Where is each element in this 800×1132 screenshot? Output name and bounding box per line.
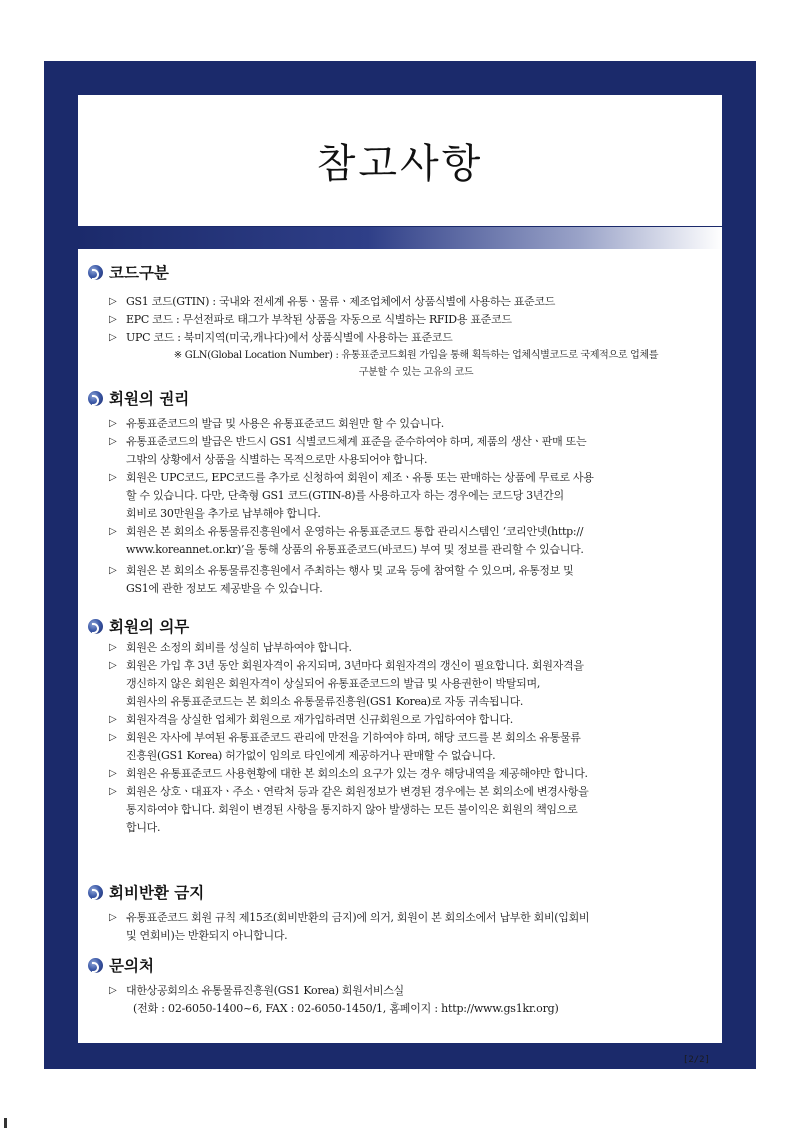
item-text: 대한상공회의소 유통물류진흥원(GS1 Korea) 회원서비스실 xyxy=(126,984,404,997)
list-item xyxy=(86,293,716,311)
item-text: GS1 코드(GTIN) : 국내와 전세계 유통ㆍ물류ㆍ제조업체에서 상품식별에 사용하는 표준코드 xyxy=(126,295,556,308)
item-text: 회원은 본 회의소 유통물류진흥원에서 운영하는 유통표준코드 통합 관리시스템인 ‘코리안넷(http:// xyxy=(126,525,584,538)
list-item xyxy=(86,329,716,347)
item-text: 회비로 30만원을 추가로 납부해야 합니다. xyxy=(126,507,321,520)
circle-arrow-icon xyxy=(88,265,103,280)
triangle-right-icon: ▷ xyxy=(109,660,117,671)
triangle-right-icon: ▷ xyxy=(109,985,117,996)
triangle-right-icon: ▷ xyxy=(109,768,117,779)
triangle-right-icon: ▷ xyxy=(109,418,117,429)
circle-arrow-icon xyxy=(88,958,103,973)
item-text: 회원은 상호ㆍ대표자ㆍ주소ㆍ연락처 등과 같은 회원정보가 변경된 경우에는 본 회의소에 변경사항을 xyxy=(126,785,589,798)
triangle-right-icon: ▷ xyxy=(109,314,117,325)
gln-note xyxy=(136,347,696,381)
item-text: 진흥원(GS1 Korea) 허가없이 임의로 타인에게 제공하거나 판매할 수 없습니다. xyxy=(126,749,496,762)
content-box xyxy=(78,227,722,1065)
section-heading-text: 코드구분 xyxy=(109,264,169,282)
triangle-right-icon: ▷ xyxy=(109,732,117,743)
section-heading-text: 회비반환 금지 xyxy=(109,884,205,902)
list-item xyxy=(86,415,716,433)
item-text: 회원은 가입 후 3년 동안 회원자격이 유지되며, 3년마다 회원자격의 갱신이 필요합니다. 회원자격을 xyxy=(126,659,584,672)
title-box xyxy=(78,95,722,226)
section-heading xyxy=(88,387,716,409)
item-list xyxy=(86,639,716,837)
item-text: 회원은 자사에 부여된 유통표준코드 관리에 만전을 기하여야 하며, 해당 코드를 본 회의소 유통물류 xyxy=(126,731,581,744)
triangle-right-icon: ▷ xyxy=(109,642,117,653)
page-frame xyxy=(44,61,756,1069)
list-item xyxy=(86,711,716,729)
corner-mark xyxy=(4,1118,7,1128)
note-line: 구분할 수 있는 고유의 코드 xyxy=(358,367,474,378)
page-title: 참고사항 xyxy=(316,141,484,187)
list-item xyxy=(86,765,716,783)
item-text: 회원은 소정의 회비를 성실히 납부하여야 합니다. xyxy=(126,641,352,654)
triangle-right-icon: ▷ xyxy=(109,714,117,725)
list-item xyxy=(86,523,716,559)
section-heading-text: 회원의 의무 xyxy=(109,618,190,636)
triangle-right-icon: ▷ xyxy=(109,436,117,447)
item-text: 유통표준코드 회원 규칙 제15조(회비반환의 금지)에 의거, 회원이 본 회의소에서 납부한 회비(입회비 xyxy=(126,911,590,924)
list-item xyxy=(86,729,716,765)
triangle-right-icon: ▷ xyxy=(109,786,117,797)
section-heading xyxy=(88,261,716,283)
section-code-types xyxy=(86,261,716,381)
section-heading xyxy=(88,954,716,976)
header-gradient-bar xyxy=(78,227,722,249)
triangle-right-icon: ▷ xyxy=(109,332,117,343)
item-text: 회원은 본 회의소 유통물류진흥원에서 주최하는 행사 및 교육 등에 참여할 수 있으며, 유통정보 및 xyxy=(126,564,574,577)
item-text: EPC 코드 : 무선전파로 태그가 부착된 상품을 자동으로 식별하는 RFID용 표준코드 xyxy=(126,313,512,326)
list-item xyxy=(86,469,716,523)
section-heading-text: 문의처 xyxy=(109,957,154,975)
item-list xyxy=(86,415,716,598)
item-text: 회원자격을 상실한 업체가 회원으로 재가입하려면 신규회원으로 가입하여야 합니다. xyxy=(126,713,513,726)
item-text: 그밖의 상황에서 상품을 식별하는 목적으로만 사용되어야 합니다. xyxy=(126,453,428,466)
triangle-right-icon: ▷ xyxy=(109,296,117,307)
contact-details: (전화 : 02-6050-1400~6, FAX : 02-6050-1450/1, 홈페이지 : http://www.gs1kr.org) xyxy=(133,1002,559,1015)
item-text: 회원사의 유통표준코드는 본 회의소 유통물류진흥원(GS1 Korea)로 자동 귀속됩니다. xyxy=(126,695,524,708)
list-item xyxy=(86,562,716,598)
item-text: 유통표준코드의 발급은 반드시 GS1 식별코드체계 표준을 준수하여야 하며, 제품의 생산ㆍ판매 또는 xyxy=(126,435,587,448)
item-text: 회원은 유통표준코드 사용현황에 대한 본 회의소의 요구가 있는 경우 해당내역을 제공해야만 합니다. xyxy=(126,767,588,780)
item-text: 합니다. xyxy=(126,821,161,834)
note-line: ※ GLN(Global Location Number) : 유통표준코드회원 가입을 통해 획득하는 업체식별코드로 국제적으로 업체를 xyxy=(173,350,659,361)
item-list xyxy=(86,982,716,1000)
item-list xyxy=(86,909,716,945)
item-text: 할 수 있습니다. 다만, 단축형 GS1 코드(GTIN-8)를 사용하고자 하는 경우에는 코드당 3년간의 xyxy=(126,489,564,502)
section-member-duties xyxy=(86,615,716,837)
section-heading xyxy=(88,881,716,903)
item-text: GS1에 관한 정보도 제공받을 수 있습니다. xyxy=(126,582,323,595)
item-text: 및 연회비)는 반환되지 아니합니다. xyxy=(126,929,288,942)
list-item xyxy=(86,433,716,469)
list-item xyxy=(86,311,716,329)
section-contact xyxy=(86,954,716,1018)
circle-arrow-icon xyxy=(88,619,103,634)
item-text: www.koreannet.or.kr)’을 통해 상품의 유통표준코드(바코드) 부여 및 정보를 관리할 수 있습니다. xyxy=(126,543,584,556)
triangle-right-icon: ▷ xyxy=(109,526,117,537)
page-number: [2/2] xyxy=(682,1055,710,1065)
list-item xyxy=(86,657,716,711)
triangle-right-icon: ▷ xyxy=(109,565,117,576)
item-list xyxy=(86,293,716,347)
item-text: 유통표준코드의 발급 및 사용은 유통표준코드 회원만 할 수 있습니다. xyxy=(126,417,444,430)
circle-arrow-icon xyxy=(88,885,103,900)
item-text: 갱신하지 않은 회원은 회원자격이 상실되어 유통표준코드의 발급 및 사용권한이 박탈되며, xyxy=(126,677,541,690)
item-text: UPC 코드 : 북미지역(미국,캐나다)에서 상품식별에 사용하는 표준코드 xyxy=(126,331,453,344)
list-item xyxy=(86,982,716,1000)
section-member-rights xyxy=(86,387,716,598)
list-item xyxy=(86,639,716,657)
item-text: 회원은 UPC코드, EPC코드를 추가로 신청하여 회원이 제조ㆍ유통 또는 판매하는 상품에 무료로 사용 xyxy=(126,471,594,484)
item-text: 통지하여야 합니다. 회원이 변경된 사항을 통지하지 않아 발생하는 모든 불이익은 회원의 책임으로 xyxy=(126,803,578,816)
triangle-right-icon: ▷ xyxy=(109,472,117,483)
triangle-right-icon: ▷ xyxy=(109,912,117,923)
list-item xyxy=(86,909,716,945)
section-no-refund xyxy=(86,881,716,945)
section-heading-text: 회원의 권리 xyxy=(109,390,190,408)
list-item xyxy=(86,783,716,837)
circle-arrow-icon xyxy=(88,391,103,406)
section-heading xyxy=(88,615,716,637)
